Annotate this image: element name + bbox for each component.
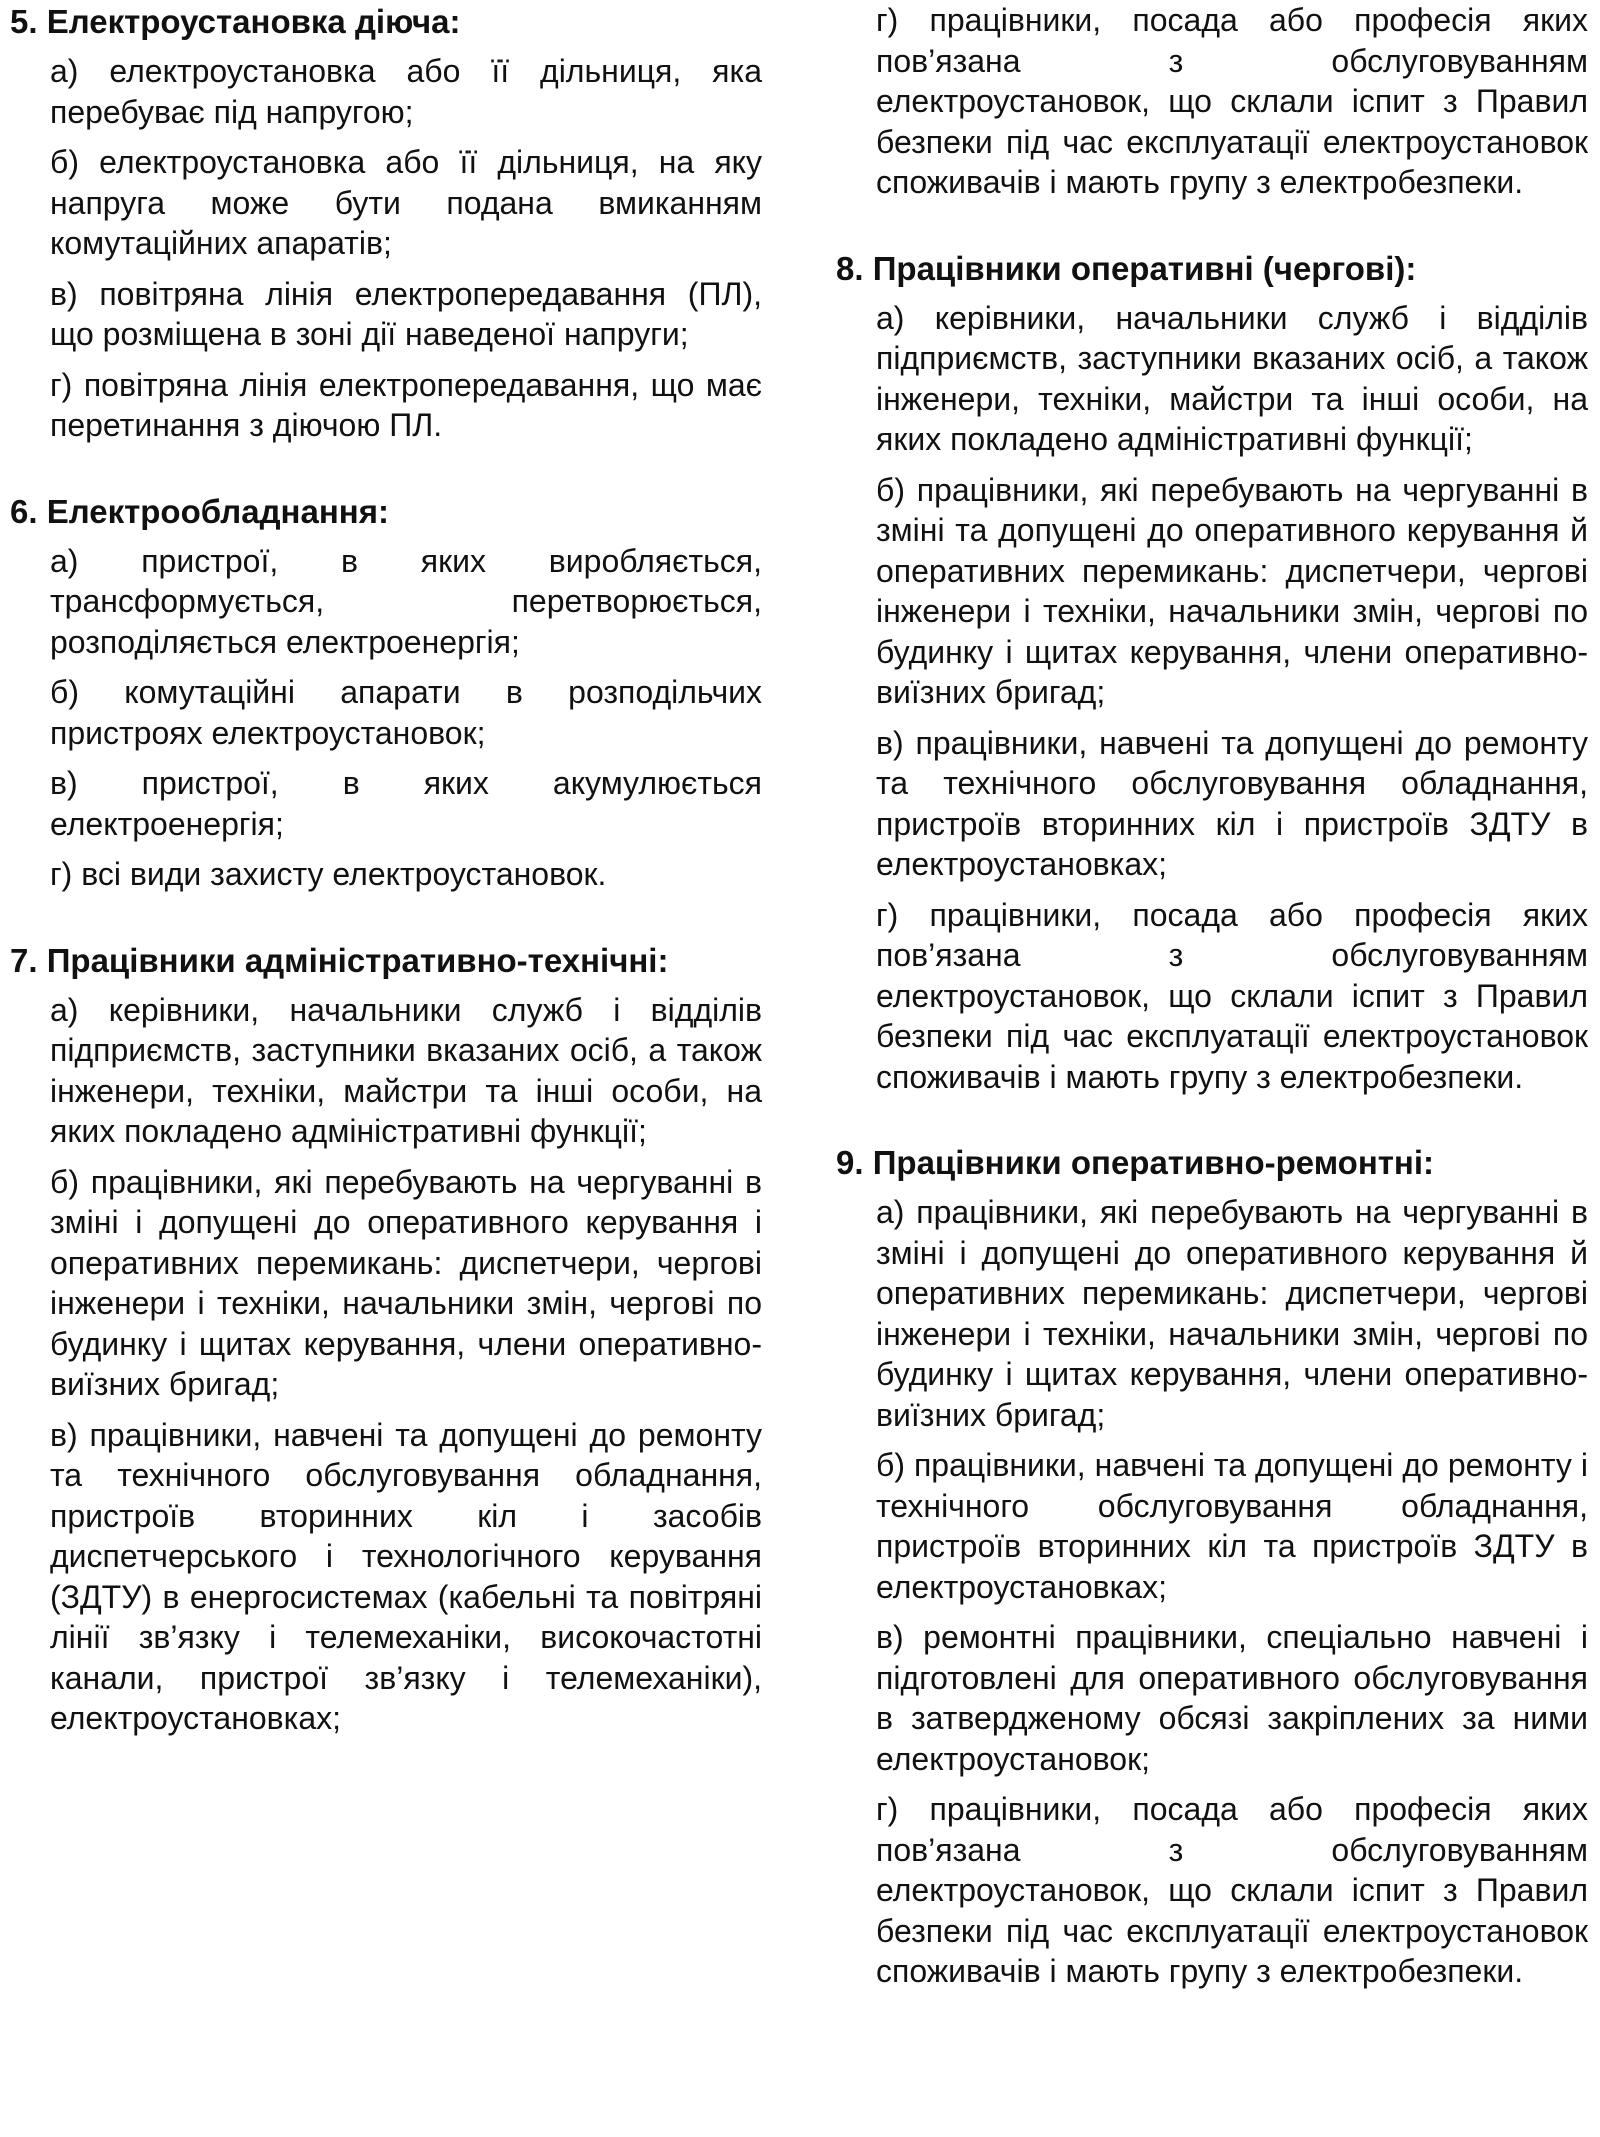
section-7: [10, 939, 762, 1739]
list-item: в) пристрої, в яких акумулюється електроенергія;: [50, 765, 762, 842]
list-item: в) працівники, навчені та допущені до ремонту та технічного обслуговування обладнання, пристроїв вторинних кіл і пристроїв ЗДТУ в електроустановках;: [876, 724, 1588, 882]
list-item: в) працівники, навчені та допущені до ремонту та технічного обслуговування обладнання, пристроїв вторинних кіл і засобів диспетчерського і технологічного керування (ЗДТУ) в енергосистемах (кабельні та повітряні лінії зв’язку і телемеханіки, високочастотні канали, пристрої зв’язку і телемеханіки), електроустановках;: [50, 1416, 762, 1736]
list-item: в) ремонтні працівники, спеціально навчені і підготовлені для оперативного обслуговування в затвердженому обсязі закріплених за ними електроустановок;: [876, 1619, 1588, 1777]
list-item: б) працівники, які перебувають на чергуванні в зміні та допущені до оперативного керування й оперативних перемикань: диспетчери, чергові інженери і техніки, начальники змін, чергові по будинку і щитах керування, члени оперативно-виїзних бригад;: [876, 471, 1588, 710]
list-item: б) працівники, навчені та допущені до ремонту і технічного обслуговування обладнання, пристроїв вторинних кіл та пристроїв ЗДТУ в електроустановках;: [876, 1447, 1588, 1605]
list-item: в) повітряна лінія електропередавання (ПЛ), що розміщена в зоні дії наведеної напруги;: [50, 275, 762, 352]
section-heading: 9. Працівники оперативно-ремонтні:: [836, 1144, 1435, 1181]
list-item: б) працівники, які перебувають на чергуванні в зміні і допущені до оперативного керування і оперативних перемикань: диспетчери, чергові інженери і техніки, начальники змін, чергові по будинку і щитах керування, члени оперативно-виїзних бригад;: [50, 1163, 762, 1402]
section-heading: 8. Працівники оперативні (чергові):: [836, 249, 1417, 287]
list-item: б) комутаційні апарати в розподільчих пристроях електроустановок;: [50, 674, 762, 751]
right-column: [836, 0, 1588, 1992]
list-item: а) працівники, які перебувають на чергуванні в зміні і допущені до оперативного керування й оперативних перемикань: диспетчери, чергові інженери і техніки, начальники змін, чергові по будинку і щитах керування, члени оперативно-виїзних бригад;: [876, 1194, 1588, 1433]
list-item: г) працівники, посада або професія яких пов’язана з обслуговуванням електроустановок, що склали іспит з Правил безпеки під час експлуатації електроустановок споживачів і мають групу з електробезпеки.: [876, 1791, 1588, 1989]
section-8: [836, 247, 1588, 1098]
section-heading: 5. Електроустановка діюча:: [10, 3, 461, 40]
section-heading: 6. Електрообладнання:: [10, 492, 389, 530]
left-column: [10, 0, 762, 1739]
list-item: г) працівники, посада або професія яких пов’язана з обслуговуванням електроустановок, що склали іспит з Правил безпеки під час експлуатації електроустановок споживачів і мають групу з електробезпеки.: [876, 2, 1588, 200]
section-heading: 7. Працівники адміністративно-технічні:: [10, 941, 669, 979]
list-item: г) працівники, посада або професія яких пов’язана з обслуговуванням електроустановок, що склали іспит з Правил безпеки під час експлуатації електроустановок споживачів і мають групу з електробезпеки.: [876, 896, 1588, 1095]
section-9: [836, 1141, 1588, 1992]
list-item: а) керівники, начальники служб і відділів підприємств, заступники вказаних осіб, а також інженери, техніки, майстри та інші особи, на яких покладено адміністративні функції;: [50, 991, 762, 1149]
section-7-continued: [836, 0, 1588, 203]
list-item: а) керівники, начальники служб і відділів підприємств, заступники вказаних осіб, а також інженери, техніки, майстри та інші особи, на яких покладено адміністративні функції;: [876, 299, 1588, 457]
list-item: а) електроустановка або її дільниця, яка перебуває під напругою;: [50, 53, 762, 130]
list-item: г) повітряна лінія електропередавання, що має перетинання з діючою ПЛ.: [50, 366, 762, 443]
list-item: г) всі види захисту електроустановок.: [50, 856, 607, 892]
section-6: [10, 490, 762, 895]
list-item: б) електроустановка або її дільниця, на яку напруга може бути подана вмиканням комутаційних апаратів;: [50, 144, 762, 261]
list-item: а) пристрої, в яких виробляється, трансформується, перетворюється, розподіляється електроенергія;: [50, 542, 762, 660]
section-5: [10, 0, 762, 446]
